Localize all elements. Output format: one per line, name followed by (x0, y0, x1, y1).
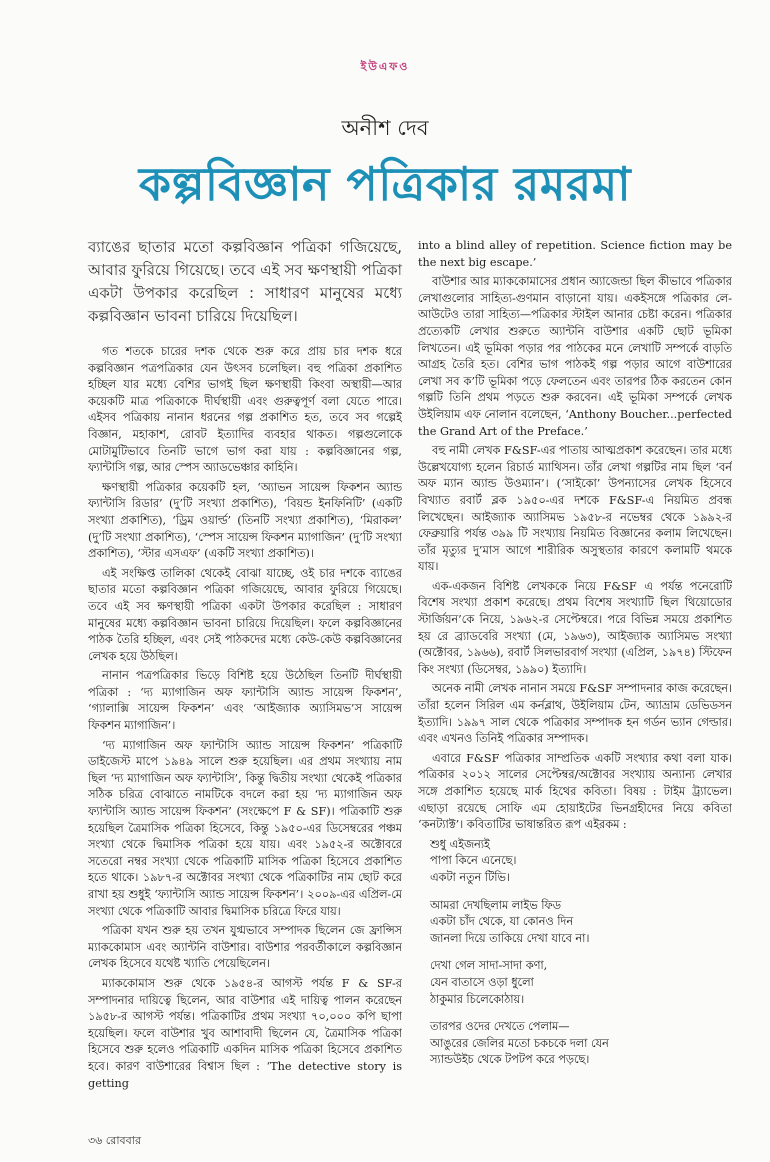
paragraph: পত্রিকা যখন শুরু হয় তখন যুগ্মভাবে সম্পাদক ছিলেন জে ফ্রান্সিস ম্যাককোমাস এবং অ্যান্টনি বাউশার। বাউশার পরবর্তীকালে কল্পবিজ্ঞান লেখক হিসেবে যথেষ্ট খ্যাতি পেয়েছিলেন। (88, 924, 402, 971)
paragraph: অনেক নামী লেখক নানান সময়ে F&SF সম্পাদনার কাজ করেছেন। তাঁরা হলেন সিরিল এম কর্নব্লাথ, উইলিয়াম টেন, অ্যাভ্রাম ডেভিডসন ইত্যাদি। ১৯৯৭ সাল থেকে পত্রিকার সম্পাদক হন গর্ডন ভ্যান গেল্ডার। এবং এখনও তিনিই পত্রিকার সম্পাদক। (418, 682, 732, 746)
article-deck: ব্যাঙের ছাতার মতো কল্পবিজ্ঞান পত্রিকা গজিয়েছে, আবার ফুরিয়ে গিয়েছে। তবে এই সব ক্ষণস্থায়ী পত্রিকা একটা উপকার করেছিল : সাধারণ মানুষের মধ্যে কল্পবিজ্ঞান ভাবনা চারিয়ে দিয়েছিল। (88, 238, 402, 325)
author-name: অনীশ দেব (341, 116, 429, 140)
poem-line: স্যান্ডউইচ থেকে টপটপ করে পড়ছে। (430, 1053, 590, 1067)
left-column (88, 344, 402, 1092)
poem-line: ঠাকুমার চিলেকোঠায়। (430, 992, 525, 1006)
article-title: কল্পবিজ্ঞান পত্রিকার রমরমা (138, 157, 632, 211)
paragraph: বহু নামী লেখক F&SF-এর পাতায় আত্মপ্রকাশ করেছেন। তার মধ্যে উল্লেখযোগ্য হলেন রিচার্ড ম্যাথিসন। তাঁর লেখা গল্পটির নাম ছিল ‘বর্ন অফ ম্যান অ্যান্ড উওম্যান’। (‘সাইকো’ উপন্যাসের লেখক হিসেবে বিখ্যাত রবার্ট ব্লক ১৯৫০-এর দশকে F&SF-এ নিয়মিত প্রবন্ধ লিখেছেন। আইজ্যাক অ্যাসিমভ ১৯৫৮-র নভেম্বর থেকে ১৯৯২-র ফেব্রুয়ারি পর্যন্ত ৩৯৯ টি সংখ্যায় নিয়মিত বিজ্ঞানের কলাম লিখেছেন। তাঁর মৃত্যুর দু’মাস আগে শারীরিক অসুস্থতার কারণে কলামটি থমকে যায়। (418, 444, 732, 574)
section-label: ইউএফও (360, 60, 410, 73)
paragraph: গত শতকে চারের দশক থেকে শুরু করে প্রায় চার দশক ধরে কল্পবিজ্ঞান পত্রপত্রিকার যেন উৎসব চলেছিল। বহু পত্রিকা প্রকাশিত হচ্ছিল যার মধ্যে বেশির ভাগই ছিল ক্ষণস্থায়ী কিংবা অস্থায়ী—আর কয়েকটি মাত্র পত্রিকাকে দীর্ঘস্থায়ী এবং গুরুত্বপূর্ণ বলা যেতে পারে। এইসব পত্রিকায় নানান ধরনের গল্প প্রকাশিত হত, তবে সব গল্পেই বিজ্ঞান, মহাকাশ, রোবট ইত্যাদির ব্যবহার থাকত। গল্পগুলোকে মোটামুটিভাবে তিনটি ভাগে ভাগ করা যায় : কল্পবিজ্ঞানের গল্প, ফ্যান্টাসি গল্প, আর স্পেস অ্যাডভেঞ্চার কাহিনি। (88, 345, 402, 475)
poem-line: একটা নতুন টিভি। (430, 870, 510, 884)
poem (430, 837, 732, 1069)
paragraph: এই সংক্ষিপ্ত তালিকা থেকেই বোঝা যাচ্ছে, ওই চার দশকে ব্যাঙের ছাতার মতো কল্পবিজ্ঞান পত্রিকা গজিয়েছে, আবার ফুরিয়ে গিয়েছে। তবে এই সব ক্ষণস্থায়ী পত্রিকা একটা উপকার করেছিল : সাধারণ মানুষের মধ্যে কল্পবিজ্ঞান ভাবনা চারিয়ে দিয়েছিল। ফলে কল্পবিজ্ঞানের পাঠক তৈরি হচ্ছিল, এবং সেই পাঠকদের মধ্যে কেউ-কেউ কল্পবিজ্ঞানের লেখক হয়ে উঠছিল। (88, 566, 402, 663)
paragraph: এক-একজন বিশিষ্ট লেখককে নিয়ে F&SF এ পর্যন্ত পনেরোটি বিশেষ সংখ্যা প্রকাশ করেছে। প্রথম বিশেষ সংখ্যাটি ছিল থিয়োডোর স্টার্জিয়ন’কে নিয়ে, ১৯৬২-র সেপ্টেম্বরে। পরে বিভিন্ন সময়ে প্রকাশিত হয় রে ব্র্যাডবেরি সংখ্যা (মে, ১৯৬৩), আইজ্যাক অ্যাসিমভ সংখ্যা (অক্টোবর, ১৯৬৬), রবার্ট সিলভারবার্গ সংখ্যা (এপ্রিল, ১৯৭৪) স্টিফেন কিং সংখ্যা (ডিসেম্বর, ১৯৯০) ইত্যাদি। (418, 579, 732, 676)
poem-line: তারপর ওদের দেখতে পেলাম— (430, 1020, 570, 1034)
paragraph-continuation: into a blind alley of repetition. Science fiction may be the next big escape.’ (418, 239, 732, 269)
page-footer: ৩৬ রোববার (88, 1134, 141, 1147)
poem-stanza (430, 1019, 732, 1069)
paragraph: বাউশার আর ম্যাককোমাসের প্রধান অ্যাজেন্ডা ছিল কীভাবে পত্রিকার লেখাগুলোর সাহিত্য-গুণমান বাড়ানো যায়। একইসঙ্গে পত্রিকার লে-আউটেও তারা সাহিত্য—পত্রিকার স্টাইল আনার চেষ্টা করেন। পত্রিকার প্রত্যেকটি লেখার শুরুতে অ্যান্টনি বাউশার একটি ছোট ভূমিকা লিখতেন। এই ভূমিকা পড়ার পর পাঠকের মনে লেখাটি সম্পর্কে বাড়তি আগ্রহ তৈরি হত। বেশির ভাগ পাঠকই গল্প পড়ার আগে বাউশারের লেখা সব ক’টি ভূমিকা পড়ে ফেলতেন এবং তারপর ঠিক করতেন কোন গল্পটি তিনি প্রথম পড়তে শুরু করবেন। এই ভূমিকা সম্পর্কে লেখক উইলিয়াম এফ নোলান বলেছেন, ‘Anthony Boucher...perfected the Grand Art of the Preface.’ (418, 275, 732, 438)
paragraph: এবারে F&SF পত্রিকার সাম্প্রতিক একটি সংখ্যার কথা বলা যাক। পত্রিকার ২০১২ সালের সেপ্টেম্বর/অক্টোবর সংখ্যায় অন্যান্য লেখার সঙ্গে প্রকাশিত হয়েছে মার্ক হিথের কবিতা। বিষয় : টাইম ট্র্যাভেল। এছাড়া রয়েছে সোফি এম হোয়াইটের ভিনগ্রহীদের নিয়ে কবিতা ‘কনট্যাক্ট’। কবিতাটির ভাষান্তরিত রূপ এইরকম : (418, 751, 732, 832)
right-column (418, 238, 732, 1098)
paragraph: ম্যাককোমাস শুরু থেকে ১৯৫৪-র আগস্ট পর্যন্ত F & SF-র সম্পাদনার দায়িত্বে ছিলেন, আর বাউশার এই দায়িত্ব পালন করেছেন ১৯৫৮-র আগস্ট পর্যন্ত। পত্রিকাটির প্রথম সংখ্যা ৭০,০০০ কপি ছাপা হয়েছিল। ফলে বাউশার খুব আশাবাদী ছিলেন যে, ত্রৈমাসিক পত্রিকা হিসেবে শুরু হলেও পত্রিকাটি একদিন মাসিক পত্রিকা হিসেবে প্রকাশিত হবে। কারণ বাউশারের বিশ্বাস ছিল : ‘The detective story is getting (88, 976, 402, 1090)
poem-line: আঙুরের জেলির মতো চকচকে দলা যেন (430, 1036, 609, 1050)
poem-stanza (430, 958, 732, 1008)
poem-line: দেখা গেল সাদা-সাদা কণা, (430, 959, 548, 973)
poem-line: আমরা দেখছিলাম লাইভ ফিড (430, 898, 561, 912)
poem-stanza (430, 898, 732, 948)
poem-line: পাপা কিনে এনেছে। (430, 854, 517, 868)
paragraph: ক্ষণস্থায়ী পত্রিকার কয়েকটি হল, ‘অ্যাভন সায়েন্স ফিকশন অ্যান্ড ফ্যান্টাসি রিডার’ (দু’টি সংখ্যা প্রকাশিত), ‘বিয়ন্ড ইনফিনিটি’ (একটি সংখ্যা প্রকাশিত), ‘ড্রিম ওয়ার্ল্ড’ (তিনটি সংখ্যা প্রকাশিত), ‘মিরাকল’ (দু’টি সংখ্যা প্রকাশিত), ‘স্পেস সায়েন্স ফিকশন ম্যাগাজিন’ (দু’টি সংখ্যা প্রকাশিত), ‘স্টার এসএফ’ (একটি সংখ্যা প্রকাশিত)। (88, 480, 402, 561)
paragraph: নানান পত্রপত্রিকার ভিড়ে বিশিষ্ট হয়ে উঠেছিল তিনটি দীর্ঘস্থায়ী পত্রিকা : ‘দ্য ম্যাগাজিন অফ ফ্যান্টাসি অ্যান্ড সায়েন্স ফিকশন’, ‘গ্যালাক্সি সায়েন্স ফিকশন’ এবং ‘আইজ্যাক অ্যাসিমভ’স সায়েন্স ফিকশন ম্যাগাজিন’। (88, 669, 402, 733)
paragraph: ‘দ্য ম্যাগাজিন অফ ফ্যান্টাসি অ্যান্ড সায়েন্স ফিকশন’ পত্রিকাটি ডাইজেস্ট মাপে ১৯৪৯ সালে শুরু হয়েছিল। এর প্রথম সংখ্যায় নাম ছিল ‘দ্য ম্যাগাজিন অফ ফ্যান্টাসি’, কিন্তু দ্বিতীয় সংখ্যা থেকেই পত্রিকার সঠিক চরিত্র বোঝাতে নামটিকে বদলে করা হয় ‘দ্য ম্যাগাজিন অফ ফ্যান্টাসি অ্যান্ড সায়েন্স ফিকশন’ (সংক্ষেপে F & SF)। পত্রিকাটি শুরু হয়েছিল ত্রৈমাসিক পত্রিকা হিসেবে, কিন্তু ১৯৫০-এর ডিসেম্বরের পঞ্চম সংখ্যা থেকে দ্বিমাসিক পত্রিকা হয়ে যায়। এবং ১৯৫২-র অক্টোবরে সতেরো নম্বর সংখ্যা থেকে পত্রিকাটি মাসিক পত্রিকা হিসেবে প্রকাশিত হতে থাকে। ১৯৮৭-র অক্টোবর সংখ্যা থেকে পত্রিকাটির নাম ছোট করে রাখা হয় শুধুই ‘ফ্যান্টাসি অ্যান্ড সায়েন্স ফিকশন’। ২০০৯-এর এপ্রিল-মে সংখ্যা থেকে পত্রিকাটি আবার দ্বিমাসিক চরিত্রে ফিরে যায়। (88, 738, 402, 918)
poem-line: শুধু এইজন্যই (430, 837, 490, 851)
poem-line: জানলা দিয়ে তাকিয়ে দেখা যাবে না। (430, 931, 590, 945)
poem-line: যেন বাতাসে ওড়া ধুলো (430, 975, 534, 989)
poem-stanza (430, 837, 732, 887)
poem-line: একটা চাঁদ থেকে, যা কোনও দিন (430, 915, 574, 929)
